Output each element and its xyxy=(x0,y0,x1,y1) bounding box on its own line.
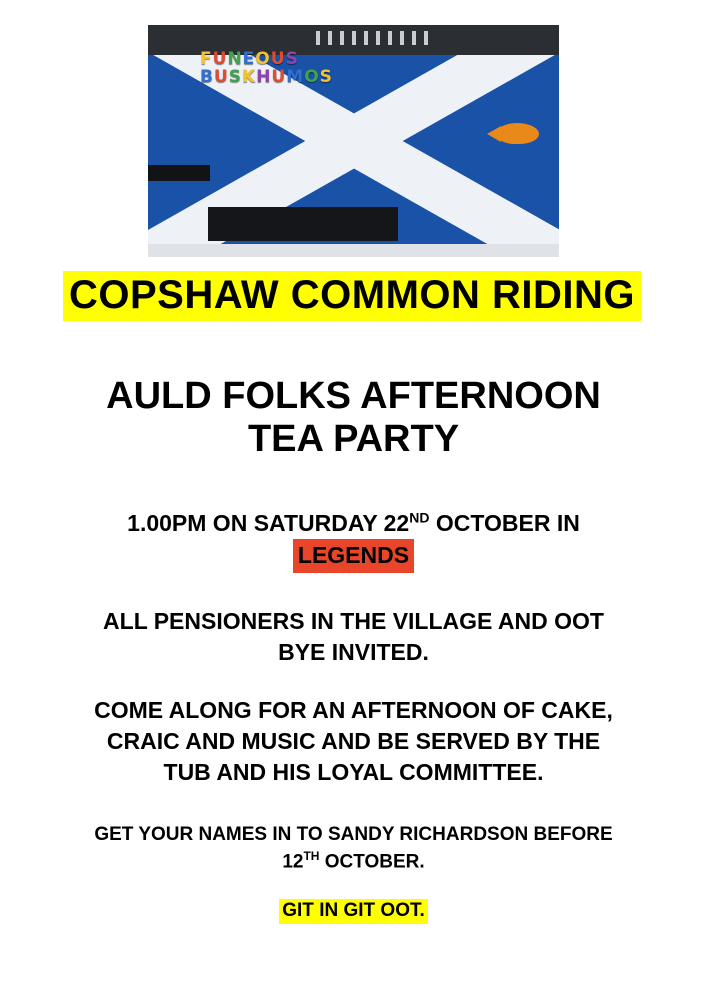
banner-letter: N xyxy=(227,49,243,69)
details-paragraph xyxy=(40,695,667,787)
datetime-line xyxy=(40,508,667,539)
page-title xyxy=(44,271,660,321)
rsvp-line-2 xyxy=(40,848,667,876)
banner-letters xyxy=(200,51,430,87)
rsvp-line-1: GET YOUR NAMES IN TO SANDY RICHARDSON BEFORE xyxy=(94,824,613,845)
rsvp-deadline-ordinal: TH xyxy=(303,849,320,864)
banner-letter: E xyxy=(242,49,256,69)
invite-line-2: BYE INVITED. xyxy=(278,638,429,665)
banner-letter: K xyxy=(242,66,257,87)
invite-paragraph xyxy=(40,606,667,668)
banner-letter: U xyxy=(213,66,229,87)
banner-letter: U xyxy=(212,49,228,69)
banner-letter: F xyxy=(200,49,213,69)
venue-line xyxy=(40,539,667,573)
event-datetime xyxy=(40,508,667,573)
banner-letter: O xyxy=(304,66,320,87)
details-line-3: TUB AND HIS LOYAL COMMITTEE. xyxy=(163,758,544,785)
photo-dark-bar-bottom xyxy=(208,207,398,241)
title-highlight: COPSHAW COMMON RIDING xyxy=(63,271,641,321)
details-line-2: CRAIC AND MUSIC AND BE SERVED BY THE xyxy=(106,727,601,754)
datetime-suffix: OCTOBER IN xyxy=(429,510,580,536)
rsvp-deadline-suffix: OCTOBER. xyxy=(319,851,425,873)
banner-letter: O xyxy=(255,49,271,69)
fish-icon xyxy=(487,121,545,147)
details-line-1: COME ALONG FOR AN AFTERNOON OF CAKE, xyxy=(94,697,613,723)
photo-dark-bar-left xyxy=(148,165,210,181)
flag-photo xyxy=(148,25,559,257)
banner-letter: S xyxy=(285,49,299,69)
venue-highlight: LEGENDS xyxy=(293,539,414,573)
banner-letter-row xyxy=(200,66,430,87)
datetime-prefix: 1.00PM ON SATURDAY 22 xyxy=(127,510,410,536)
invite-line-1: ALL PENSIONERS IN THE VILLAGE AND OOT xyxy=(103,608,604,634)
footer-highlight: GIT IN GIT OOT. xyxy=(279,899,428,924)
rsvp-paragraph xyxy=(40,822,667,876)
banner-letter: B xyxy=(200,66,214,87)
banner-letter: H xyxy=(256,66,272,87)
headline-line-1: AULD FOLKS AFTERNOON xyxy=(106,375,601,417)
banner-letter: U xyxy=(271,66,287,87)
banner-letter: S xyxy=(319,66,333,87)
date-ordinal: ND xyxy=(409,509,430,526)
banner-letter: M xyxy=(286,66,305,87)
rsvp-deadline-number: 12 xyxy=(282,851,304,873)
footer-slogan xyxy=(40,899,667,924)
event-headline xyxy=(40,375,667,461)
headline-line-2: TEA PARTY xyxy=(247,417,460,460)
banner-letter: U xyxy=(270,49,286,69)
banner-letter: S xyxy=(228,66,243,87)
photo-bottom-strip xyxy=(148,244,559,257)
